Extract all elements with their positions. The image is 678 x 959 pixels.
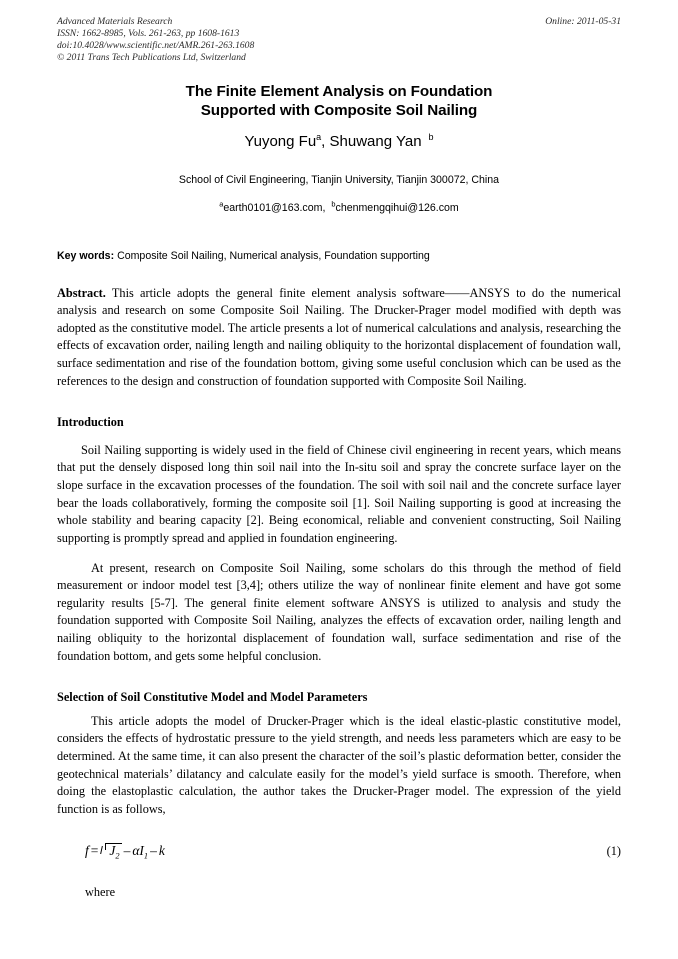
title-line-2: Supported with Composite Soil Nailing [200,101,478,119]
keywords-line [57,249,621,263]
author-emails [57,201,621,215]
author-separator: , [321,132,330,150]
affiliation: School of Civil Engineering, Tianjin University, Tianjin 300072, China [178,173,500,186]
author-2-affiliation-mark: b [428,131,434,142]
paragraph-model-selection-1: This article adopts the model of Drucker-Prager which is the ideal elastic-plastic constitutive model, considers the effects of hydrostatic pressure to the yield strength, and needs less parameters which are easy to be determined. At the same time, it can also present the character of the soil’s plastic deformation better, consider the geotechnical materials’ dilatancy and calculate easily for the model’s yield surface is smooth. Therefore, when doing the elastoplastic calculation, the author takes the Drucker-Prager model. The expression of the yield function is as follows, [57,713,621,816]
author-2-name: Shuwang Yan [329,132,422,150]
section-heading-model-selection: Selection of Soil Constitutive Model and Model Parameters [57,690,368,705]
journal-doi-line: doi:10.4028/www.scientific.net/AMR.261-263.1608 [57,39,255,51]
equation-minus-1: – [123,843,131,859]
email-1-mark: a [219,199,224,209]
equation-number: (1) [606,844,621,859]
paragraph-introduction-2: At present, research on Composite Soil Nailing, some scholars do this through the method of field measurement or indoor model test [3,4]; others utilize the way of nonlinear finite element and have got some regularity results [5-7]. The general finite element software ANSYS is utilized to analysis and study the foundation supported with Composite Soil Nailing, analyzes the effects of excavation order, nailing length and nailing obliquity to the horizontal displacement of foundation wall, surface sedimentation and rise of the foundation bottom, and gets some helpful conclusion. [57,560,621,663]
journal-issn-line: ISSN: 1662-8985, Vols. 261-263, pp 1608-1613 [57,27,240,39]
equation-invariant: I [139,843,144,859]
online-publication-date: Online: 2011-05-31 [545,16,621,27]
journal-copyright-line: © 2011 Trans Tech Publications Ltd, Switzerland [57,51,246,63]
where-line: where [85,885,116,900]
email-1[interactable]: earth0101@163.com, [223,201,326,214]
equation-k: k [158,843,165,859]
square-root-icon [100,842,121,862]
page-title [57,82,621,120]
email-2[interactable]: chenmengqihui@126.com [335,201,459,214]
author-list [57,132,621,151]
journal-header [57,16,621,64]
email-2-mark: b [331,199,336,209]
equation-invariant-subscript: 1 [143,852,149,862]
equation-row [57,842,621,870]
equation-equals: = [90,843,99,859]
keywords-value: Composite Soil Nailing, Numerical analysis, Foundation supporting [117,249,430,262]
author-1-name: Yuyong Fu [244,132,317,150]
journal-name: Advanced Materials Research [57,16,173,27]
equation-radicand-subscript: 2 [115,852,120,862]
abstract-label: Abstract. [57,285,106,300]
equation-expression [85,842,165,862]
title-line-1: The Finite Element Analysis on Foundation [185,82,493,100]
paragraph-introduction-1: Soil Nailing supporting is widely used in the field of Chinese civil engineering in recent years, which means that put the densely disposed long thin soil nail into the In-situ soil and spray the concrete surface layer on the slope surface in the excavation processes of the foundation. The soil with soil nail and the concrete surface layer bear the loads collaboratively, forming the composite soil [1]. Soil Nailing supporting is good at increasing the whole stability and bearing capacity [2]. Being economical, reliable and convenient constructing, Soil Nailing supporting is promptly spread and applied in foundation engineering. [57,442,621,545]
equation-alpha: α [132,843,140,859]
author-1-affiliation-mark: a [316,131,322,142]
abstract-block [57,285,621,391]
equation-radicand: J [109,843,116,859]
abstract-text: This article adopts the general finite element analysis software——ANSYS to do the numerical analysis and research on some Composite Soil Nailing. The Drucker-Prager model modified with depth was adopted as the constitutive model. The article presents a lot of numerical calculations and analysis, researching the effects of excavation order, nailing length and nailing obliquity to the horizontal displacement of foundation wall, surface sedimentation and rise of the foundation bottom, giving some useful conclusion which can be used as the references to the design and construction of foundation supported with Composite Soil Nailing. [57,285,621,388]
equation-lhs: f [85,843,89,859]
keywords-label: Key words: [57,249,115,262]
section-heading-introduction: Introduction [57,415,124,430]
equation-minus-2: – [150,843,157,859]
